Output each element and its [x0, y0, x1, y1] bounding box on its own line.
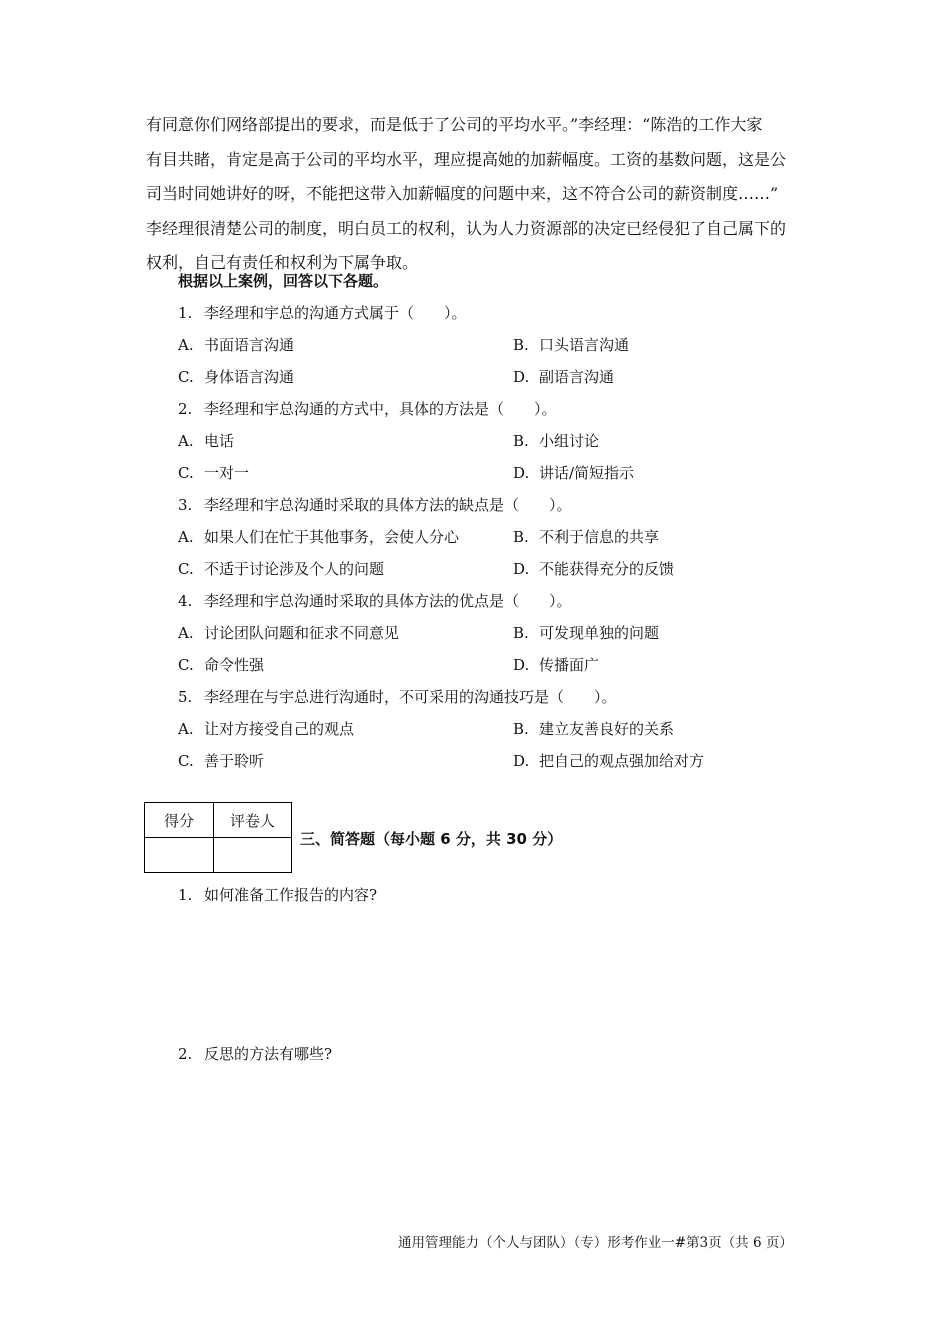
- option-5d: [513, 750, 704, 772]
- option-letter: C.: [178, 752, 194, 770]
- option-3b: [513, 526, 659, 548]
- question-number: 1.: [178, 304, 193, 322]
- option-letter: D.: [513, 560, 530, 578]
- option-text: 不能获得充分的反馈: [539, 560, 675, 578]
- score-table: [144, 802, 292, 873]
- option-letter: B.: [513, 720, 529, 738]
- question-number: 2.: [178, 1045, 193, 1063]
- question-number: 3.: [178, 496, 193, 514]
- option-letter: A.: [178, 432, 194, 450]
- option-2b: [513, 430, 599, 452]
- passage-line: 司当时同她讲好的呀，不能把这带入加薪幅度的问题中来，这不符合公司的薪资制度……”: [146, 184, 779, 203]
- passage-line: 李经理很清楚公司的制度，明白员工的权利，认为人力资源部的决定已经侵犯了自己属下的: [146, 218, 787, 238]
- option-1b: [513, 334, 629, 356]
- option-5b: [513, 718, 674, 740]
- grader-cell: [214, 838, 292, 873]
- option-letter: B.: [513, 624, 529, 642]
- question-text: 李经理和宇总沟通时采取的具体方法的优点是（ ）。: [204, 592, 572, 610]
- option-4d: [513, 654, 599, 676]
- short-answer-question-1: [178, 884, 377, 906]
- option-text: 如果人们在忙于其他事务，会使人分心: [204, 528, 460, 546]
- passage-line: 有同意你们网络部提出的要求，而是低于了公司的平均水平。”李经理：“陈浩的工作大家: [146, 115, 763, 134]
- option-letter: D.: [513, 656, 530, 674]
- passage-line: 权利，自己有责任和权利为下属争取。: [146, 253, 419, 272]
- option-letter: B.: [513, 528, 529, 546]
- option-letter: C.: [178, 560, 194, 578]
- option-5c: [178, 750, 264, 772]
- option-text: 电话: [204, 432, 235, 450]
- option-1c: [178, 366, 294, 388]
- option-text: 讨论团队问题和征求不同意见: [204, 624, 400, 642]
- option-text: 建立友善良好的关系: [539, 720, 675, 738]
- option-letter: A.: [178, 336, 194, 354]
- option-letter: C.: [178, 656, 194, 674]
- option-letter: A.: [178, 528, 194, 546]
- option-5a: [178, 718, 354, 740]
- question-2: [178, 398, 557, 420]
- question-text: 反思的方法有哪些?: [204, 1045, 333, 1063]
- short-answer-question-2: [178, 1043, 332, 1065]
- option-letter: A.: [178, 624, 194, 642]
- page-footer: 通用管理能力（个人与团队）（专）形考作业一#第3页（共 6 页）: [398, 1235, 793, 1251]
- option-text: 不适于讨论涉及个人的问题: [204, 560, 385, 578]
- question-3: [178, 494, 572, 516]
- option-1a: [178, 334, 294, 356]
- option-letter: C.: [178, 464, 194, 482]
- option-text: 讲话/简短指示: [539, 464, 635, 482]
- question-text: 李经理和宇总沟通时采取的具体方法的缺点是（ ）。: [204, 496, 572, 514]
- question-text: 如何准备工作报告的内容?: [204, 886, 378, 904]
- option-letter: D.: [513, 752, 530, 770]
- option-1d: [513, 366, 614, 388]
- question-1: [178, 302, 467, 324]
- option-text: 身体语言沟通: [204, 368, 295, 386]
- score-label: 得分: [145, 803, 214, 838]
- option-2c: [178, 462, 249, 484]
- option-text: 善于聆听: [204, 752, 265, 770]
- question-number: 4.: [178, 592, 193, 610]
- question-4: [178, 590, 572, 612]
- case-passage: [146, 108, 818, 281]
- question-5: [178, 686, 617, 708]
- option-text: 副语言沟通: [539, 368, 615, 386]
- option-letter: D.: [513, 368, 530, 386]
- option-letter: D.: [513, 464, 530, 482]
- passage-line: 有目共睹，肯定是高于公司的平均水平，理应提高她的加薪幅度。工资的基数问题，这是公: [146, 149, 787, 169]
- option-text: 书面语言沟通: [204, 336, 295, 354]
- question-text: 李经理和宇总沟通的方式中，具体的方法是（ ）。: [204, 400, 557, 418]
- option-3a: [178, 526, 459, 548]
- option-letter: B.: [513, 432, 529, 450]
- question-number: 2.: [178, 400, 193, 418]
- option-text: 口头语言沟通: [539, 336, 630, 354]
- option-2d: [513, 462, 634, 484]
- question-number: 5.: [178, 688, 193, 706]
- option-2a: [178, 430, 234, 452]
- option-3d: [513, 558, 674, 580]
- option-text: 把自己的观点强加给对方: [539, 752, 705, 770]
- option-letter: A.: [178, 720, 194, 738]
- option-letter: C.: [178, 368, 194, 386]
- option-4b: [513, 622, 659, 644]
- option-text: 一对一: [204, 464, 250, 482]
- grader-label: 评卷人: [214, 803, 292, 838]
- option-text: 小组讨论: [539, 432, 600, 450]
- option-3c: [178, 558, 384, 580]
- option-text: 命令性强: [204, 656, 265, 674]
- option-text: 让对方接受自己的观点: [204, 720, 355, 738]
- option-text: 传播面广: [539, 656, 600, 674]
- question-text: 李经理在与宇总进行沟通时，不可采用的沟通技巧是（ ）。: [204, 688, 617, 706]
- instruction-heading: 根据以上案例，回答以下各题。: [178, 272, 389, 290]
- section-title: 三、简答题（每小题 6 分，共 30 分）: [300, 830, 563, 848]
- option-4c: [178, 654, 264, 676]
- score-cell: [145, 838, 214, 873]
- option-letter: B.: [513, 336, 529, 354]
- option-text: 不利于信息的共享: [539, 528, 660, 546]
- option-4a: [178, 622, 399, 644]
- option-text: 可发现单独的问题: [539, 624, 660, 642]
- question-number: 1.: [178, 886, 193, 904]
- question-text: 李经理和宇总的沟通方式属于（ ）。: [204, 304, 467, 322]
